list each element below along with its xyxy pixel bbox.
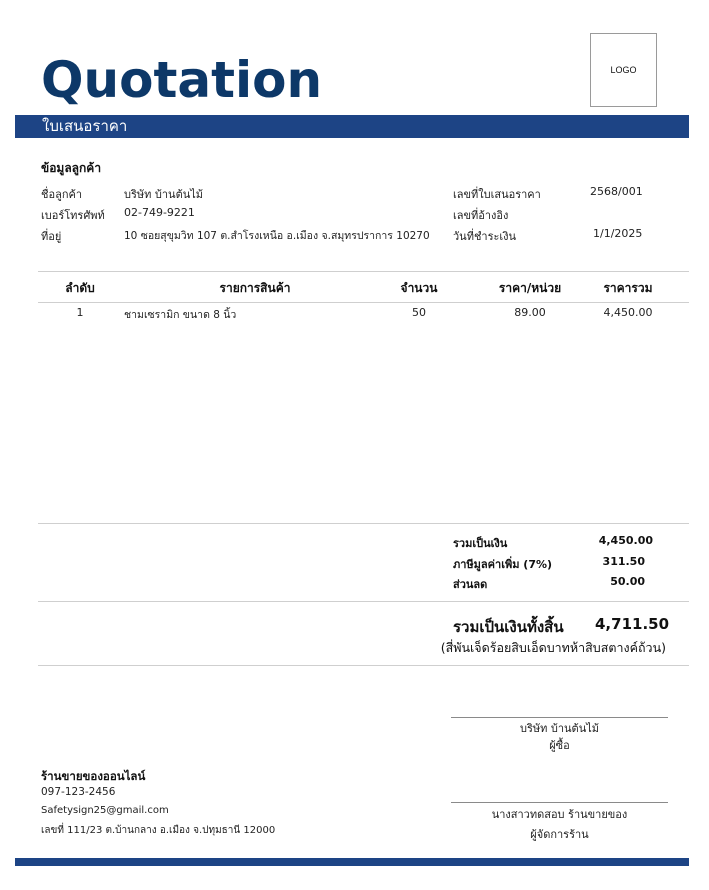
customer-phone-value: 02-749-9221 [124, 206, 195, 219]
customer-address-value: 10 ซอยสุขุมวิท 107 ต.สำโรงเหนือ อ.เมือง จ.สมุทรปราการ 10270 [124, 230, 430, 242]
vat-value: 311.50 [602, 555, 645, 568]
seller-address: เลขที่ 111/23 ต.บ้านกลาง อ.เมือง จ.ปทุมธานี 12000 [41, 825, 276, 836]
seller-email: Safetysign25@gmail.com [41, 805, 169, 816]
seller-name: ร้านขายของออนไลน์ [41, 769, 146, 783]
column-header-no: ลำดับ [65, 281, 95, 295]
logo-text: LOGO [610, 65, 637, 75]
customer-section-title: ข้อมูลลูกค้า [41, 161, 102, 175]
footer-band [15, 858, 689, 866]
seller-phone: 097-123-2456 [41, 786, 116, 798]
subtotal-label: รวมเป็นเงิน [453, 537, 508, 550]
column-header-unit-price: ราคา/หน่วย [498, 281, 562, 295]
logo-placeholder [590, 33, 657, 107]
row-qty: 50 [412, 306, 426, 319]
column-header-qty: จำนวน [400, 281, 438, 295]
buyer-role: ผู้ซื้อ [549, 739, 570, 752]
customer-name-label: ชื่อลูกค้า [41, 188, 83, 201]
table-header-divider [38, 302, 689, 303]
customer-name-value: บริษัท บ้านต้นไม้ [124, 188, 204, 201]
manager-role: ผู้จัดการร้าน [530, 828, 589, 841]
document-subtitle: ใบเสนอราคา [42, 117, 128, 135]
grand-total-label: รวมเป็นเงินทั้งสิ้น [453, 618, 564, 636]
summary-divider [38, 601, 689, 602]
grand-total-divider [38, 665, 689, 666]
payment-date-label: วันที่ชำระเงิน [453, 230, 517, 243]
table-top-divider [38, 271, 689, 272]
column-header-item: รายการสินค้า [219, 281, 291, 295]
vat-label: ภาษีมูลค่าเพิ่ม (7%) [453, 558, 553, 571]
discount-value: 50.00 [610, 575, 645, 588]
column-header-total: ราคารวม [603, 281, 653, 295]
quote-number-label: เลขที่ใบเสนอราคา [453, 188, 541, 201]
customer-address-label: ที่อยู่ [41, 230, 62, 243]
reference-number-label: เลขที่อ้างอิง [453, 209, 509, 222]
row-total: 4,450.00 [603, 306, 653, 319]
grand-total-value: 4,711.50 [595, 615, 670, 633]
quote-number-value: 2568/001 [590, 185, 643, 198]
row-item: ชามเซรามิก ขนาด 8 นิ้ว [124, 309, 237, 321]
discount-label: ส่วนลด [453, 578, 488, 591]
row-unit-price: 89.00 [514, 306, 546, 319]
row-no: 1 [76, 306, 84, 319]
customer-phone-label: เบอร์โทรศัพท์ [41, 209, 105, 222]
table-bottom-divider [38, 523, 689, 524]
subtotal-value: 4,450.00 [598, 534, 653, 547]
buyer-signature-line [451, 717, 668, 718]
payment-date-value: 1/1/2025 [593, 227, 643, 240]
manager-name: นางสาวทดสอบ ร้านขายของ [491, 808, 628, 821]
buyer-name: บริษัท บ้านต้นไม้ [519, 722, 599, 735]
manager-signature-line [451, 802, 668, 803]
page-title: Quotation [41, 51, 323, 109]
amount-in-words: (สี่พันเจ็ดร้อยสิบเอ็ดบาทห้าสิบสตางค์ถ้วน) [440, 640, 666, 655]
